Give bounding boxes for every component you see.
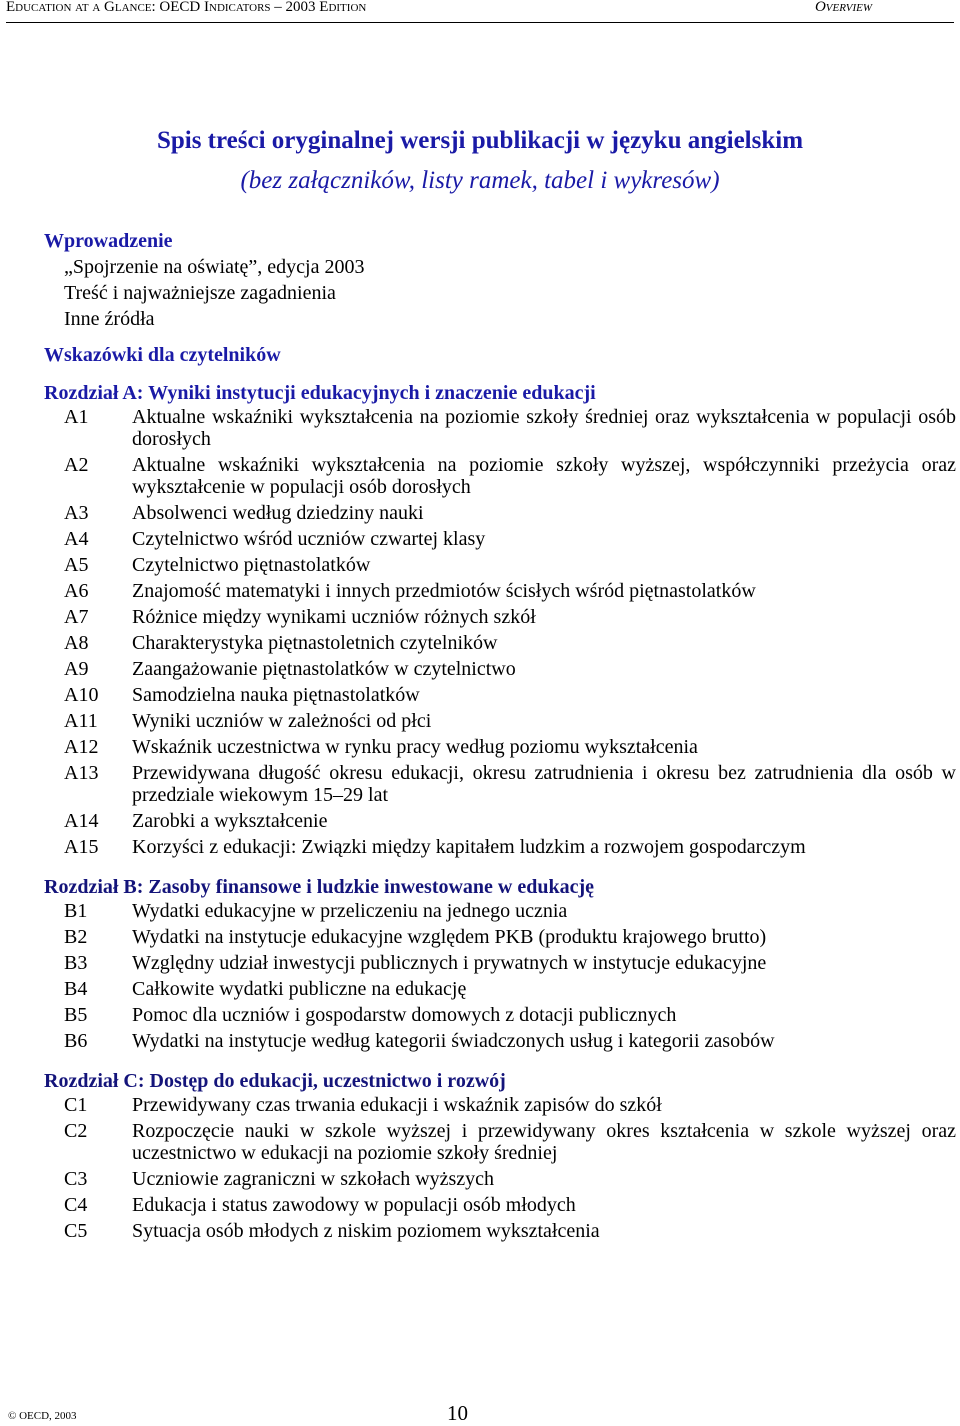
toc-entry bbox=[44, 1194, 956, 1220]
entry-title: Zarobki a wykształcenie bbox=[132, 810, 328, 832]
toc-entry bbox=[44, 736, 956, 762]
entry-title: Pomoc dla uczniów i gospodarstw domowych z dotacji publicznych bbox=[132, 1004, 677, 1026]
toc-entry bbox=[44, 836, 956, 862]
entry-code: C2 bbox=[64, 1120, 88, 1142]
intro-item: Inne źródła bbox=[64, 308, 155, 330]
entry-title: Wskaźnik uczestnictwa w rynku pracy według poziomu wykształcenia bbox=[132, 736, 698, 758]
entry-code: A12 bbox=[64, 736, 99, 758]
entry-code: C3 bbox=[64, 1168, 88, 1190]
entry-title: Sytuacja osób młodych z niskim poziomem wykształcenia bbox=[132, 1220, 600, 1242]
toc-entry bbox=[44, 762, 956, 810]
chapter-a-heading: Rozdział A: Wyniki instytucji edukacyjnych i znaczenie edukacji bbox=[44, 382, 596, 404]
chapter-a-entries bbox=[44, 406, 956, 862]
toc-entry bbox=[44, 684, 956, 710]
toc-entry bbox=[44, 952, 956, 978]
entry-code: A6 bbox=[64, 580, 89, 602]
toc-entry bbox=[44, 1220, 956, 1246]
entry-title: Charakterystyka piętnastoletnich czytelników bbox=[132, 632, 498, 654]
entry-code: A9 bbox=[64, 658, 89, 680]
copyright-notice: © OECD, 2003 bbox=[8, 1410, 77, 1422]
entry-title: Przewidywana długość okresu edukacji, okresu zatrudnienia i okresu bez zatrudnienia dla osób w przedziale wiekowym 15–29 lat bbox=[132, 762, 956, 806]
toc-entry bbox=[44, 502, 956, 528]
entry-code: B3 bbox=[64, 952, 88, 974]
entry-code: A14 bbox=[64, 810, 99, 832]
toc-entry bbox=[44, 1030, 956, 1056]
intro-item: Treść i najważniejsze zagadnienia bbox=[64, 282, 336, 304]
entry-title: Korzyści z edukacji: Związki między kapitałem ludzkim a rozwojem gospodarczym bbox=[132, 836, 806, 858]
entry-title: Różnice między wynikami uczniów różnych szkół bbox=[132, 606, 536, 628]
chapter-c-entries bbox=[44, 1094, 956, 1246]
entry-code: B4 bbox=[64, 978, 88, 1000]
toc-entry bbox=[44, 632, 956, 658]
toc-entry bbox=[44, 810, 956, 836]
toc-entry bbox=[44, 580, 956, 606]
toc-entry bbox=[44, 528, 956, 554]
intro-heading: Wprowadzenie bbox=[44, 230, 173, 252]
entry-code: A3 bbox=[64, 502, 89, 524]
entry-title: Wydatki na instytucje edukacyjne względem PKB (produktu krajowego brutto) bbox=[132, 926, 767, 948]
entry-code: C4 bbox=[64, 1194, 88, 1216]
entry-code: A7 bbox=[64, 606, 89, 628]
chapter-c-heading: Rozdział C: Dostęp do edukacji, uczestnictwo i rozwój bbox=[44, 1070, 506, 1092]
page-title: Spis treści oryginalnej wersji publikacji w języku angielskim bbox=[156, 127, 804, 154]
toc-entry bbox=[44, 900, 956, 926]
toc-entry bbox=[44, 1094, 956, 1120]
entry-code: A10 bbox=[64, 684, 99, 706]
entry-code: A1 bbox=[64, 406, 89, 428]
header-publication-title: Education at a Glance: OECD Indicators – 2003 Edition bbox=[6, 0, 367, 15]
entry-title: Uczniowie zagraniczni w szkołach wyższych bbox=[132, 1168, 495, 1190]
entry-code: A13 bbox=[64, 762, 99, 784]
toc-entry bbox=[44, 926, 956, 952]
entry-title: Znajomość matematyki i innych przedmiotów ścisłych wśród piętnastolatków bbox=[132, 580, 756, 602]
entry-title: Czytelnictwo piętnastolatków bbox=[132, 554, 371, 576]
entry-code: C5 bbox=[64, 1220, 88, 1242]
toc-entry bbox=[44, 406, 956, 454]
entry-title: Przewidywany czas trwania edukacji i wskaźnik zapisów do szkół bbox=[132, 1094, 662, 1116]
running-header bbox=[6, 0, 954, 23]
toc-entry bbox=[44, 1120, 956, 1168]
entry-code: A2 bbox=[64, 454, 89, 476]
entry-title: Edukacja i status zawodowy w populacji osób młodych bbox=[132, 1194, 576, 1216]
entry-title: Absolwenci według dziedziny nauki bbox=[132, 502, 424, 524]
entry-code: A15 bbox=[64, 836, 99, 858]
toc-entry bbox=[44, 1004, 956, 1030]
intro-item: „Spojrzenie na oświatę”, edycja 2003 bbox=[64, 256, 365, 278]
entry-title: Aktualne wskaźniki wykształcenia na poziomie szkoły średniej oraz wykształcenia w populacji osób dorosłych bbox=[132, 406, 956, 450]
entry-code: A11 bbox=[64, 710, 98, 732]
entry-code: B2 bbox=[64, 926, 88, 948]
entry-code: B5 bbox=[64, 1004, 88, 1026]
chapter-b-heading: Rozdział B: Zasoby finansowe i ludzkie inwestowane w edukację bbox=[44, 876, 595, 898]
entry-title: Całkowite wydatki publiczne na edukację bbox=[132, 978, 467, 1000]
entry-title: Rozpoczęcie nauki w szkole wyższej i przewidywany okres kształcenia w szkole wyższej oraz uczestnictwo w edukacji na poziomie szkoły średniej bbox=[132, 1120, 956, 1164]
entry-title: Aktualne wskaźniki wykształcenia na poziomie szkoły wyższej, współczynniki przeżycia oraz wykształcenie w populacji osób dorosłych bbox=[132, 454, 956, 498]
readers-guide-heading: Wskazówki dla czytelników bbox=[44, 344, 281, 366]
page-number: 10 bbox=[447, 1401, 468, 1425]
entry-code: A4 bbox=[64, 528, 89, 550]
entry-title: Samodzielna nauka piętnastolatków bbox=[132, 684, 420, 706]
entry-code: A8 bbox=[64, 632, 89, 654]
header-section-name: Overview bbox=[814, 0, 872, 15]
entry-title: Zaangażowanie piętnastolatków w czytelnictwo bbox=[132, 658, 516, 680]
toc-entry bbox=[44, 978, 956, 1004]
table-of-contents bbox=[44, 228, 956, 1246]
chapter-b-entries bbox=[44, 900, 956, 1056]
entry-code: C1 bbox=[64, 1094, 88, 1116]
entry-title: Wyniki uczniów w zależności od płci bbox=[132, 710, 432, 732]
page-subtitle: (bez załączników, listy ramek, tabel i wykresów) bbox=[240, 167, 720, 194]
entry-code: A5 bbox=[64, 554, 89, 576]
toc-entry bbox=[44, 606, 956, 632]
toc-entry bbox=[44, 554, 956, 580]
entry-title: Wydatki edukacyjne w przeliczeniu na jednego ucznia bbox=[132, 900, 568, 922]
entry-title: Wydatki na instytucje według kategorii świadczonych usług i kategorii zasobów bbox=[132, 1030, 775, 1052]
entry-title: Czytelnictwo wśród uczniów czwartej klasy bbox=[132, 528, 486, 550]
toc-entry bbox=[44, 658, 956, 684]
entry-code: B1 bbox=[64, 900, 88, 922]
toc-entry bbox=[44, 1168, 956, 1194]
toc-entry bbox=[44, 710, 956, 736]
toc-entry bbox=[44, 454, 956, 502]
entry-title: Względny udział inwestycji publicznych i prywatnych w instytucje edukacyjne bbox=[132, 952, 767, 974]
entry-code: B6 bbox=[64, 1030, 88, 1052]
